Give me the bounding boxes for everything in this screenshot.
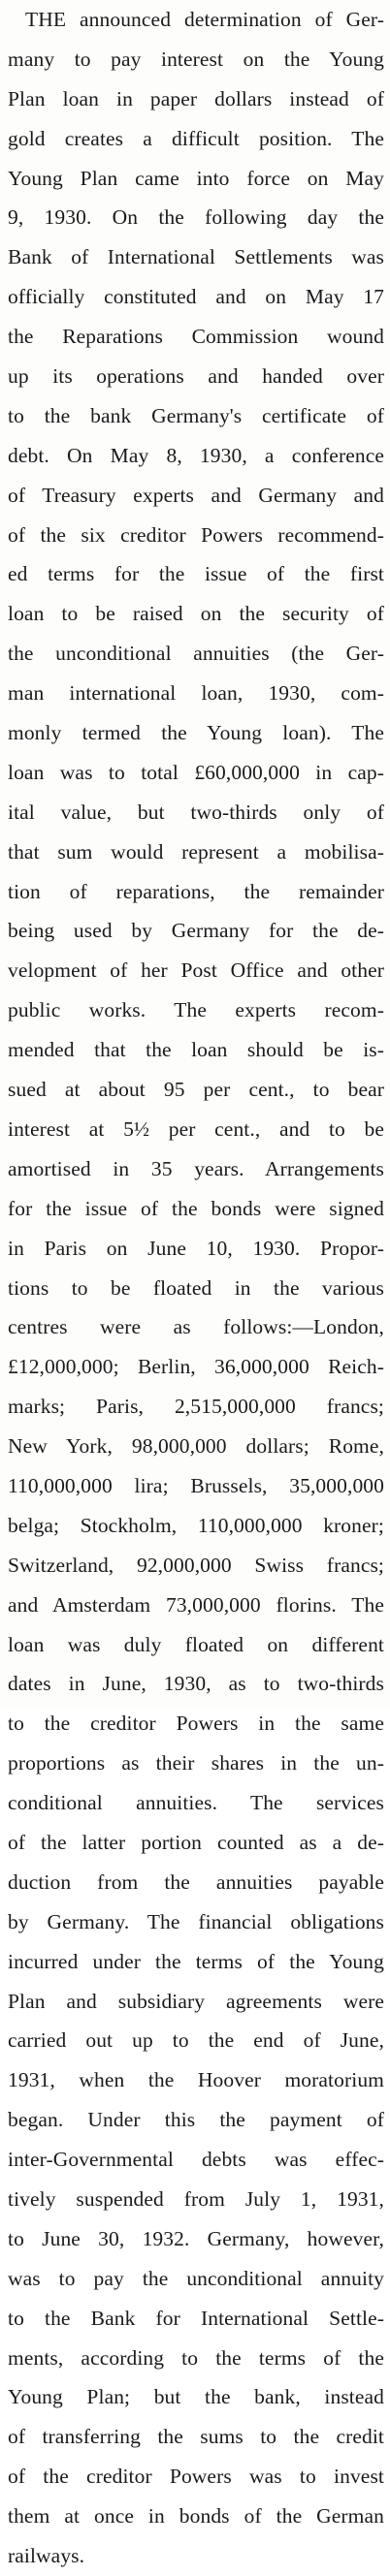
article-line: of Treasury experts and Germany and <box>8 483 384 507</box>
article-line: up its operations and handed over <box>8 364 384 389</box>
article-line: Young Plan; but the bank, instead <box>8 2385 384 2409</box>
article-line: belga; Stockholm, 110,000,000 kroner; <box>8 1513 384 1537</box>
article-line: Switzerland, 92,000,000 Swiss francs; <box>8 1553 384 1577</box>
article-line: many to pay interest on the Young <box>8 47 384 71</box>
article-line: sued at about 95 per cent., to bear <box>8 1078 384 1102</box>
article-line: Young Plan came into force on May <box>8 166 384 190</box>
article-line: of the creditor Powers was to invest <box>8 2465 384 2489</box>
article-line: Bank of International Settlements was <box>8 245 384 269</box>
article-line: began. Under this the payment of <box>8 2108 384 2132</box>
article-line: and Amsterdam 73,000,000 florins. The <box>8 1592 384 1617</box>
article-line: marks; Paris, 2,515,000,000 francs; <box>8 1395 384 1419</box>
article-line: dates in June, 1930, as to two-thirds <box>8 1672 384 1696</box>
article-line: that sum would represent a mobilisa- <box>8 839 384 864</box>
article-line: of transferring the sums to the credit <box>8 2425 384 2449</box>
article-line: centres were as follows:—London, <box>8 1315 384 1339</box>
article-line: ed terms for the issue of the first <box>8 562 384 586</box>
article-line: in Paris on June 10, 1930. Propor- <box>8 1236 384 1260</box>
article-line: loan was duly floated on different <box>8 1632 384 1656</box>
article-line: of the six creditor Powers recommend- <box>8 522 384 547</box>
article-line: tion of reparations, the remainder <box>8 879 384 903</box>
article-line: railways. <box>8 2544 85 2567</box>
article-line: to June 30, 1932. Germany, however, <box>8 2226 384 2250</box>
article-line: them at once in bonds of the German <box>8 2504 384 2529</box>
article-line: mended that the loan should be is- <box>8 1038 384 1062</box>
article-line: ital value, but two-thirds only of <box>8 800 384 824</box>
article-line: carried out up to the end of June, <box>8 2028 384 2053</box>
article-line: ments, according to the terms of the <box>8 2345 384 2370</box>
article-line: 110,000,000 lira; Brussels, 35,000,000 <box>8 1473 384 1497</box>
article-line: the Reparations Commission wound <box>8 325 384 349</box>
article-line: proportions as their shares in the un- <box>8 1751 384 1775</box>
article-line: Plan loan in paper dollars instead of <box>8 86 384 110</box>
article-line: 9, 1930. On the following day the <box>8 205 384 230</box>
article-line: gold creates a difficult position. The <box>8 126 384 150</box>
article-line: officially constituted and on May 17 <box>8 285 384 309</box>
article-line: to the creditor Powers in the same <box>8 1712 384 1736</box>
article-line: monly termed the Young loan). The <box>8 721 384 745</box>
article-line: public works. The experts recom- <box>8 998 384 1022</box>
article-line: loan was to total £60,000,000 in cap- <box>8 760 384 784</box>
article-line: £12,000,000; Berlin, 36,000,000 Reich- <box>8 1355 384 1379</box>
article-line: loan to be raised on the security of <box>8 602 384 626</box>
article-line: debt. On May 8, 1930, a conference <box>8 443 384 467</box>
article-line: was to pay the unconditional annuity <box>8 2266 384 2290</box>
article-line: velopment of her Post Office and other <box>8 958 384 983</box>
article-line: duction from the annuities payable <box>8 1869 384 1894</box>
article-line: incurred under the terms of the Young <box>8 1949 384 1973</box>
article-line: New York, 98,000,000 dollars; Rome, <box>8 1434 384 1459</box>
article-line: the unconditional annuities (the Ger- <box>8 642 384 666</box>
article-line: THE announced determination of Ger- <box>25 8 384 31</box>
article-line: of the latter portion counted as a de- <box>8 1830 384 1854</box>
article-line: Plan and subsidiary agreements were <box>8 1989 384 2013</box>
article-line: conditional annuities. The services <box>8 1791 384 1815</box>
article-line: by Germany. The financial obligations <box>8 1909 384 1933</box>
article-line: interest at 5½ per cent., and to be <box>8 1116 384 1141</box>
article-line: for the issue of the bonds were signed <box>8 1196 384 1220</box>
article-line: inter-Governmental debts was effec- <box>8 2148 384 2172</box>
article-line: tions to be floated in the various <box>8 1275 384 1300</box>
article-line: tively suspended from July 1, 1931, <box>8 2186 384 2211</box>
article-line: 1931, when the Hoover moratorium <box>8 2068 384 2092</box>
article-line: being used by Germany for the de- <box>8 919 384 943</box>
article-line: to the Bank for International Settle- <box>8 2306 384 2330</box>
article-line: to the bank Germany's certificate of <box>8 403 384 427</box>
article-line: man international loan, 1930, com- <box>8 681 384 706</box>
article-line: amortised in 35 years. Arrangements <box>8 1156 384 1180</box>
